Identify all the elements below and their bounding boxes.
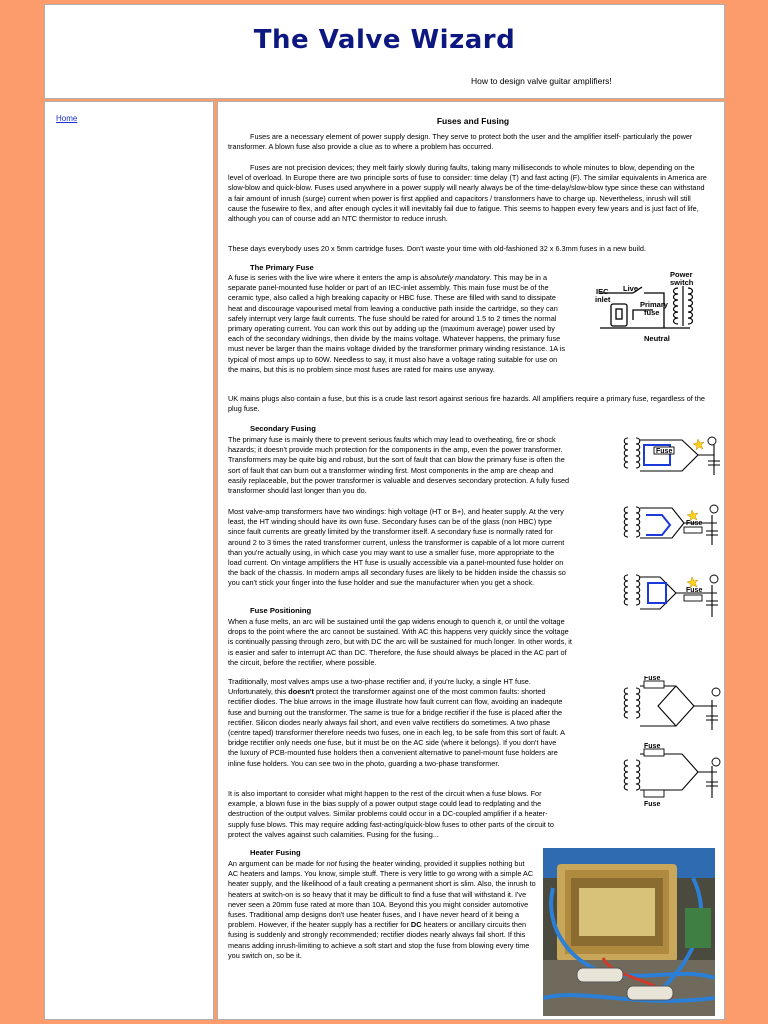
home-link[interactable]: Home <box>56 114 78 123</box>
page-frame <box>44 4 725 1020</box>
secondary-paragraph-2: Most valve-amp transformers have two windings: high voltage (HT or B+), and heater supply. At the very least, the HT winding should have its own fuse. Secondary fuses can be of the glass (non HBC) type since fault currents are greatly limited by the transformer itself. A secondary fuse is normally rated for around 2 to 3 times the rated transformer current, unless the transformer is capable of a lot more current than you're actually using, in which case you may want to use a smaller fuse, more appropriate to the load current. On vintage amplifiers the HT fuse is usually accessible via a panel-mounted fuse holder on the back of the chassis. In modern amps all secondary fuses are likely to be hidden inside the chassis so you can't stick your finger into the fuse holder and sue the manufacturer when you get a shock. <box>228 507 566 588</box>
secondary-fuse-diagrams <box>622 435 722 645</box>
fig-fuse-label-1: Fuse <box>656 448 673 455</box>
fig-fuse-label-3: Fuse <box>686 587 703 594</box>
nav-sidebar <box>44 101 214 1020</box>
heater-paragraph-1: An argument can be made for not fusing the heater winding, provided it supplies nothing but AC heaters and lamps. You know, simple stuff. There is very little to go wrong with a simple AC heater supply, and the likelihood of a fault creating a permanent short is slim. Also, the inrush to heaters at switch-on is so heavy that it may be difficult to find a fuse that will withstand it. I've never seen a 20mm fuse rated at more than 10A. Beyond this you might consider automotive fuses. Traditional amp designs don't use heater fuses, and I have never heard of it being a problem. However, if the heater supply has a rectifier for DC heaters or ancillary circuits then fusing is suddenly and strongly recommended; rectifier diodes nearly always fail short. If this means adding inrush-limiting to achieve a soft start and stop the fuse from blowing every time you switch on, so be it. <box>228 859 536 960</box>
intro-paragraph-3: These days everybody uses 20 x 5mm cartridge fuses. Don't waste your time with old-fashioned 32 x 6.3mm fuses in a new build. <box>228 244 646 253</box>
page-title: Fuses and Fusing <box>436 116 510 126</box>
fig-fuse-label-2: Fuse <box>686 520 703 527</box>
fig-fuse-label-6: Fuse <box>644 801 661 808</box>
site-header <box>44 4 725 99</box>
fig-switch-label: switch <box>670 278 694 287</box>
heading-fuse-positioning: Fuse Positioning <box>250 606 312 615</box>
fig-iec-label: IEC <box>596 287 609 296</box>
primary-fuse-diagram <box>578 270 714 350</box>
fuse-holder-photo <box>543 848 715 1016</box>
fig-power-label: Power <box>670 270 693 279</box>
fig-fuse-label-4: Fuse <box>644 676 661 682</box>
site-subtitle: How to design valve guitar amplifiers! <box>471 76 612 86</box>
heading-primary-fuse: The Primary Fuse <box>250 263 314 272</box>
primary-paragraph-1: A fuse is series with the live wire where it enters the amp is absolutely mandatory. This may be in a separate panel-mounted fuse holder or part of an IEC-inlet assembly. This main fuse must be of the ceramic type, also called a high breaking capacity or HBC fuse. These are filled with sand to dissipate heat and discourage vapourised metal from leaving a conductive path inside the cartridge, so they can safely interrupt very large fault currents. The fuse should be rated for around 1.5 to 2 times the normal primary operating current. You can work this out by adding up the (maximum average) power used by each of the secondary widnings, then divide by the mains voltage. Whatever happens, the primary fuse must never be larger than the mains voltage divided by the transformer primary winding resistance. 1A is typical of most amps up to 60W. Needless to say, it must also have a voltage rating suitable for use on the mains, but this is no problem since most fuses are rated for mains use anyway. <box>228 273 566 374</box>
secondary-paragraph-1: The primary fuse is mainly there to prevent serious faults which may lead to overheating, fire or shock hazards; it doesn't provide much protection for the components in the amp, even the power transformer. Transformers may be quite big and robust, but the sort of fault that can blow the primary fuse is often the sort of fault that can burn out a transformer winding first. Most components in the amp are cheap and easily replaceable, but the power transformer is valuable and deserves secondary protection. A fully fused transformer should last longer than you do. <box>228 435 570 496</box>
fig-inlet-label: inlet <box>595 295 611 304</box>
heading-secondary-fusing: Secondary Fusing <box>250 424 316 433</box>
intro-paragraph-2: Fuses are not precision devices; they melt fairly slowly during faults, taking many milliseconds to whole minutes to blow, depending on the level of overload. In Europe there are two principle sorts of fuse to consider: time delay (T) and fast acting (F). The similar equivalents in America are slow-blow and quick-blow. Fuses used anywhere in a power supply will nearly always be of the time-delay/slow-blow type since these can withstand a fair amount of inrush (surge) current when power is first applied and capacitors / transformers have to charge up. Nevertheless, inrush will still cause the fusewire to flex, and after enough cycles it will inevitably fail due to fatigue. This seems to happen every few years and is just fact of life, although you can of course add an NTC thermistor to reduce inrush. <box>228 163 707 224</box>
fig-fuse-label: fuse <box>644 308 660 317</box>
fig-primary-label: Primary <box>640 300 668 309</box>
main-content <box>217 101 725 1020</box>
positioning-diagrams <box>622 676 722 816</box>
intro-paragraph-1: Fuses are a necessary element of power supply design. They serve to protect both the user and the amplifier itself- particularly the power transformer. A blown fuse also provide a clue as to where a problem has occurred. <box>228 132 693 152</box>
site-title: The Valve Wizard <box>253 25 516 55</box>
fig-neutral-label: Neutral <box>644 334 670 343</box>
positioning-paragraph-3: It is also important to consider what might happen to the rest of the circuit when a fuse blows. For example, a blown fuse in the bias supply of a power output stage could lead to redplating and the destruction of the output valves. Similar problems could occur in a DC-coupled amplifier if a heater-supply fuse blows. This may require adding fast-acting/quick-blow fuses to other parts of the circuit to protect the valves against such calamities. Fusing for the fusing... <box>228 789 554 839</box>
heading-heater-fusing: Heater Fusing <box>250 848 301 857</box>
fig-fuse-label-5: Fuse <box>644 743 661 750</box>
fig-live-label: Live <box>623 284 639 293</box>
positioning-paragraph-1: When a fuse melts, an arc will be sustained until the gap widens enough to quench it, or until the voltage drops to the point where the arc cannot be sustained. With AC this happens very quickly since the voltage is continually passing through zero, but with DC the arc will be sustained for much longer. In other words, it is easier and safer to interrupt AC than DC. Therefore, the fuse should always be placed in the AC part of the circuit, before the rectifier, where possible. <box>228 617 572 667</box>
positioning-paragraph-2: Traditionally, most valves amps use a two-phase rectifier and, if you're lucky, a single HT fuse. Unfortunately, this doesn't protect the transformer against one of the most common faults: shorted rectifier diodes. The blue arrows in the image illustrate how fault current can flow, avoiding an inadequte fuse and burning out the transformer. The same is true for a bridge rectifier if the fuse is placed after the rectifier. Silicon diodes nearly always fail short, and even valve rectifiers do sometimes. A two phase (centre taped) transformer therefore needs two fuses, one in each leg, to be safe from this sort of fault. A bridge rectifier only needs one fuse, but it must be on the AC side (where it belongs). If you don't have the luxury of PCB-mounted fuse holders then a convenient alternative to panel-mount fuse holders are inline fuse holders. You can see two in the photo, guarding a two-phase transformer. <box>228 677 565 768</box>
primary-paragraph-2: UK mains plugs also contain a fuse, but this is a crude last resort against serious fire hazards. All amplifiers require a primary fuse, regardless of the plug fuse. <box>228 394 705 414</box>
